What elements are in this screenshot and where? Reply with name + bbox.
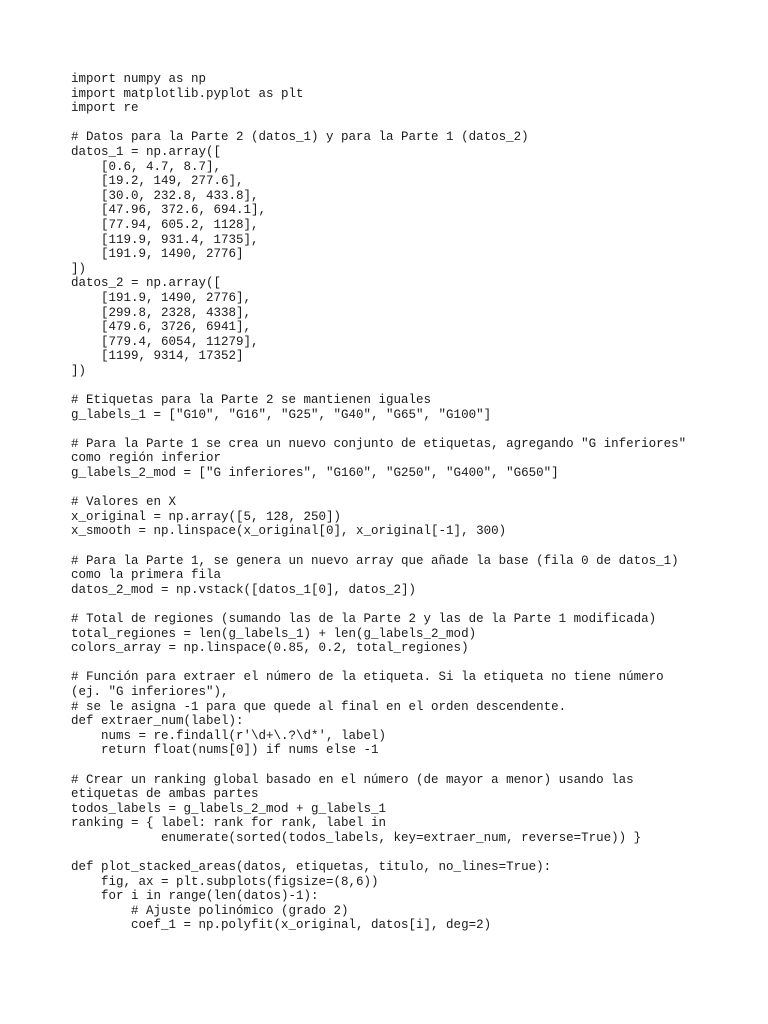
code-comment-line: # Para la Parte 1 se crea un nuevo conjunto de etiquetas, agregando "G inferiores" [71, 436, 687, 451]
code-line: [191.9, 1490, 2776] [71, 247, 244, 262]
code-line [71, 116, 751, 131]
code-comment-line: # se le asigna -1 para que quede al final en el orden descendente. [71, 699, 567, 714]
code-line: como la primera fila [71, 568, 222, 583]
code-line: x_smooth = np.linspace(x_original[0], x_original[-1], 300) [71, 524, 507, 539]
code-block [71, 72, 751, 933]
code-line: import matplotlib.pyplot as plt [71, 86, 304, 101]
code-comment-line: # Etiquetas para la Parte 2 se mantienen iguales [71, 393, 432, 408]
code-line: ]) [71, 261, 87, 276]
code-line [71, 539, 751, 554]
code-line: enumerate(sorted(todos_labels, key=extraer_num, reverse=True)) } [71, 830, 642, 845]
code-line: datos_2 = np.array([ [71, 276, 222, 291]
code-line [71, 481, 751, 496]
code-comment-line: # Para la Parte 1, se genera un nuevo array que añade la base (fila 0 de datos_1) [71, 553, 679, 568]
code-line: [299.8, 2328, 4338], [71, 305, 252, 320]
code-line: import numpy as np [71, 72, 207, 86]
code-line [71, 422, 751, 437]
code-line: etiquetas de ambas partes [71, 787, 259, 802]
code-line: def extraer_num(label): [71, 714, 244, 729]
code-line: datos_1 = np.array([ [71, 144, 222, 159]
code-line: [191.9, 1490, 2776], [71, 290, 252, 305]
code-line: [19.2, 149, 277.6], [71, 174, 244, 189]
code-line: return float(nums[0]) if nums else -1 [71, 743, 379, 758]
code-line: g_labels_1 = ["G10", "G16", "G25", "G40", "G65", "G100"] [71, 407, 492, 422]
code-line [71, 845, 751, 860]
code-line: como región inferior [71, 451, 222, 466]
code-line: todos_labels = g_labels_2_mod + g_labels_1 [71, 801, 387, 816]
code-line: total_regiones = len(g_labels_1) + len(g_labels_2_mod) [71, 626, 477, 641]
code-comment-line: # Crear un ranking global basado en el número (de mayor a menor) usando las [71, 772, 634, 787]
code-line: fig, ax = plt.subplots(figsize=(8,6)) [71, 874, 379, 889]
code-line: [30.0, 232.8, 433.8], [71, 188, 259, 203]
code-line: ranking = { label: rank for rank, label in [71, 816, 387, 831]
code-line: datos_2_mod = np.vstack([datos_1[0], datos_2]) [71, 582, 417, 597]
code-line [71, 378, 751, 393]
code-line: for i in range(len(datos)-1): [71, 889, 319, 904]
code-line: (ej. "G inferiores"), [71, 684, 229, 699]
code-comment-line: # Ajuste polinómico (grado 2) [71, 903, 349, 918]
code-line: colors_array = np.linspace(0.85, 0.2, total_regiones) [71, 641, 469, 656]
code-comment-line: # Función para extraer el número de la etiqueta. Si la etiqueta no tiene número [71, 670, 664, 685]
code-line: ]) [71, 363, 87, 378]
code-line: g_labels_2_mod = ["G inferiores", "G160", "G250", "G400", "G650"] [71, 466, 559, 481]
code-line: def plot_stacked_areas(datos, etiquetas, titulo, no_lines=True): [71, 860, 552, 875]
code-line [71, 597, 751, 612]
code-line: [77.94, 605.2, 1128], [71, 217, 259, 232]
code-line: [0.6, 4.7, 8.7], [71, 159, 222, 174]
code-line [71, 656, 751, 671]
code-line: [119.9, 931.4, 1735], [71, 232, 259, 247]
code-line: nums = re.findall(r'\d+\.?\d*', label) [71, 728, 387, 743]
code-line: import re [71, 101, 139, 116]
code-line: coef_1 = np.polyfit(x_original, datos[i], deg=2) [71, 918, 492, 933]
code-line: x_original = np.array([5, 128, 250]) [71, 509, 342, 524]
code-line: [779.4, 6054, 11279], [71, 334, 259, 349]
code-comment-line: # Total de regiones (sumando las de la Parte 2 y las de la Parte 1 modificada) [71, 611, 657, 626]
code-comment-line: # Valores en X [71, 495, 177, 510]
code-line [71, 758, 751, 773]
code-line: [479.6, 3726, 6941], [71, 320, 252, 335]
code-comment-line: # Datos para la Parte 2 (datos_1) y para la Parte 1 (datos_2) [71, 130, 529, 145]
code-line: [47.96, 372.6, 694.1], [71, 203, 267, 218]
code-line: [1199, 9314, 17352] [71, 349, 244, 364]
